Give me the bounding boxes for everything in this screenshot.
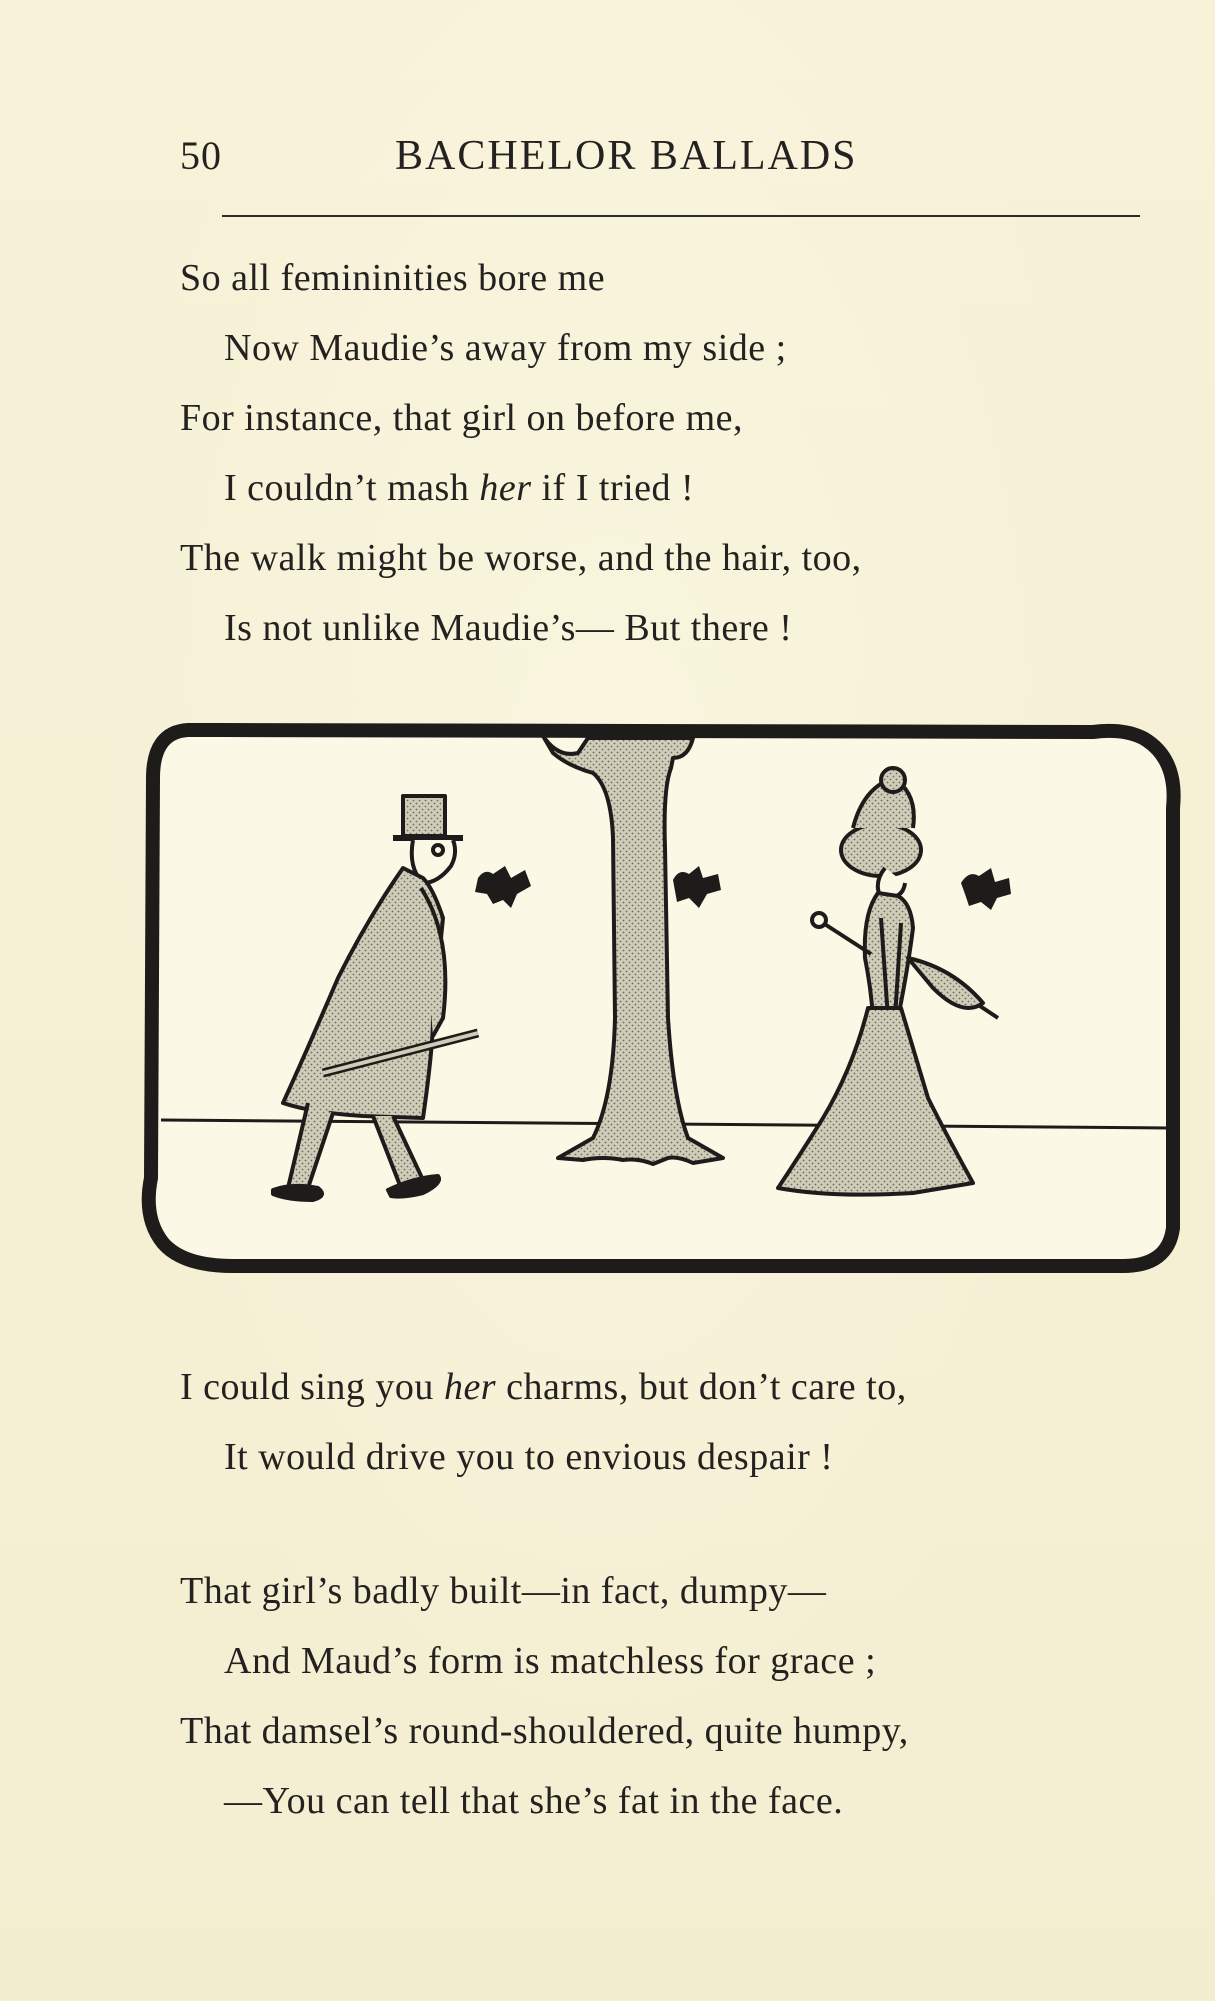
page-header (180, 132, 1140, 182)
italic-word: her (479, 467, 532, 509)
verse-line: It would drive you to envious despair ! (224, 1436, 834, 1478)
verse-text: charms, but don’t care to, (496, 1366, 907, 1408)
verse-line: —You can tell that she’s fat in the face. (224, 1780, 844, 1822)
page-number: 50 (180, 133, 222, 178)
verse-line: The walk might be worse, and the hair, too, (180, 537, 862, 579)
verse-line: Now Maudie’s away from my side ; (224, 327, 787, 369)
verse-line: And Maud’s form is matchless for grace ; (224, 1640, 877, 1682)
header-rule (222, 215, 1140, 217)
illustration (133, 718, 1188, 1286)
stanza-1 (180, 243, 1140, 663)
verse-line (180, 1352, 1140, 1422)
verse-line: Is not unlike Maudie’s— But there ! (224, 607, 793, 649)
stanza-3 (180, 1556, 1140, 1836)
verse-line (180, 453, 1140, 523)
stanza-2 (180, 1352, 1140, 1492)
illustration-drawing (133, 718, 1188, 1286)
running-title: BACHELOR BALLADS (395, 133, 858, 179)
verse-line: For instance, that girl on before me, (180, 397, 744, 439)
verse-line: That girl’s badly built—in fact, dumpy— (180, 1570, 827, 1612)
verse-line: That damsel’s round-shouldered, quite humpy, (180, 1710, 909, 1752)
verse-line: So all femininities bore me (180, 257, 606, 299)
verse-text: I could sing you (180, 1366, 444, 1408)
verse-text: I couldn’t mash (224, 467, 480, 509)
verse-text: if I tried ! (531, 467, 695, 509)
italic-word: her (443, 1366, 497, 1408)
